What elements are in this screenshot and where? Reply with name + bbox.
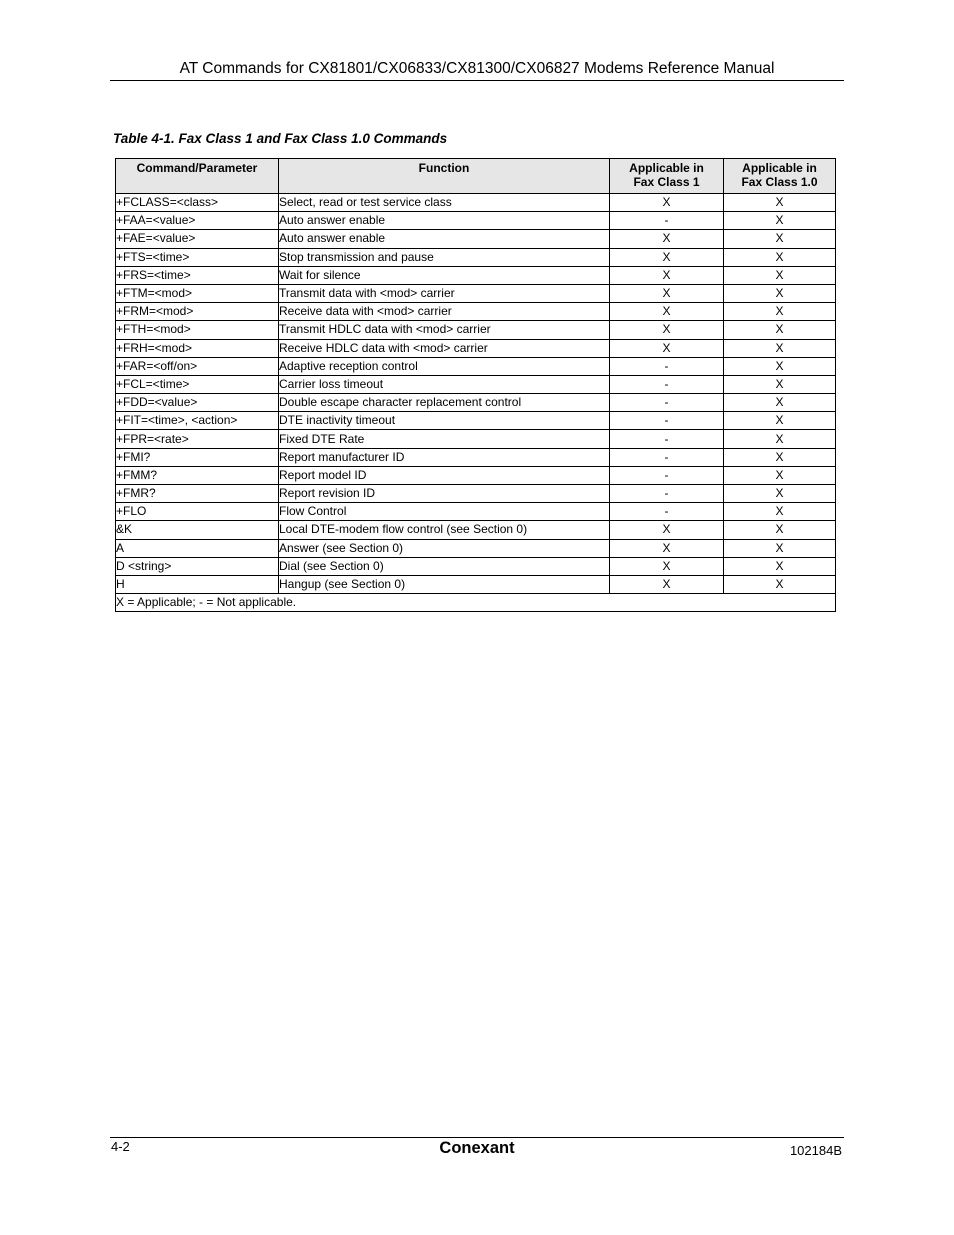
fax-class-1-0-cell: X: [724, 212, 836, 230]
function-cell: Stop transmission and pause: [279, 248, 610, 266]
fax-class-1-0-cell: X: [724, 412, 836, 430]
table-row: [116, 521, 836, 539]
fax-class-1-0-cell: X: [724, 557, 836, 575]
function-cell: Receive HDLC data with <mod> carrier: [279, 339, 610, 357]
company-name: Conexant: [439, 1139, 515, 1157]
table-row: [116, 448, 836, 466]
function-cell: Dial (see Section 0): [279, 557, 610, 575]
function-cell: Transmit data with <mod> carrier: [279, 284, 610, 302]
fax-class-1-0-cell: X: [724, 448, 836, 466]
page-number: 4-2: [111, 1139, 130, 1154]
table-row: [116, 375, 836, 393]
fax-class-1-0-cell: X: [724, 266, 836, 284]
table-row: [116, 212, 836, 230]
table-row: [116, 412, 836, 430]
fax-class-1-0-cell: X: [724, 503, 836, 521]
command-cell: +FMI?: [116, 448, 279, 466]
command-cell: +FLO: [116, 503, 279, 521]
fax-class-1-cell: X: [610, 321, 724, 339]
fax-class-1-0-cell: X: [724, 248, 836, 266]
table-row: [116, 466, 836, 484]
table-row: [116, 230, 836, 248]
table-body: [116, 194, 836, 594]
fax-class-1-cell: X: [610, 557, 724, 575]
fax-class-1-cell: -: [610, 503, 724, 521]
command-cell: +FRH=<mod>: [116, 339, 279, 357]
table-header-row: [116, 159, 836, 194]
function-cell: Transmit HDLC data with <mod> carrier: [279, 321, 610, 339]
table-row: [116, 539, 836, 557]
function-cell: Report model ID: [279, 466, 610, 484]
fax-class-1-cell: -: [610, 357, 724, 375]
function-cell: Double escape character replacement control: [279, 394, 610, 412]
function-cell: Report revision ID: [279, 485, 610, 503]
fax-class-1-0-cell: X: [724, 521, 836, 539]
function-cell: Select, read or test service class: [279, 194, 610, 212]
function-cell: Answer (see Section 0): [279, 539, 610, 557]
function-cell: Hangup (see Section 0): [279, 575, 610, 593]
command-cell: +FRS=<time>: [116, 266, 279, 284]
column-header-fax-class-1-label: Applicable in Fax Class 1: [629, 161, 704, 189]
command-cell: +FCL=<time>: [116, 375, 279, 393]
table-row: [116, 557, 836, 575]
command-cell: +FMR?: [116, 485, 279, 503]
fax-class-1-cell: X: [610, 194, 724, 212]
fax-class-1-cell: X: [610, 521, 724, 539]
function-cell: Flow Control: [279, 503, 610, 521]
fax-class-1-0-cell: X: [724, 375, 836, 393]
command-cell: D <string>: [116, 557, 279, 575]
fax-class-1-cell: X: [610, 539, 724, 557]
table-row: [116, 194, 836, 212]
header-divider: [110, 80, 844, 81]
fax-class-1-0-cell: X: [724, 284, 836, 302]
command-cell: +FCLASS=<class>: [116, 194, 279, 212]
fax-class-1-0-cell: X: [724, 575, 836, 593]
command-cell: +FMM?: [116, 466, 279, 484]
function-cell: Auto answer enable: [279, 212, 610, 230]
fax-commands-table: [115, 158, 836, 612]
command-cell: A: [116, 539, 279, 557]
table-row: [116, 503, 836, 521]
column-header-fax-class-1: [610, 159, 724, 194]
footer-divider: [110, 1137, 844, 1138]
command-cell: +FTM=<mod>: [116, 284, 279, 302]
table-row: [116, 339, 836, 357]
fax-class-1-cell: -: [610, 212, 724, 230]
function-cell: Local DTE-modem flow control (see Section 0): [279, 521, 610, 539]
table-footnote: X = Applicable; - = Not applicable.: [116, 594, 836, 612]
command-cell: +FTH=<mod>: [116, 321, 279, 339]
fax-class-1-cell: X: [610, 284, 724, 302]
table-caption: Table 4-1. Fax Class 1 and Fax Class 1.0 Commands: [113, 131, 448, 146]
command-cell: &K: [116, 521, 279, 539]
fax-class-1-0-cell: X: [724, 357, 836, 375]
function-cell: Fixed DTE Rate: [279, 430, 610, 448]
command-cell: +FIT=<time>, <action>: [116, 412, 279, 430]
command-cell: +FDD=<value>: [116, 394, 279, 412]
fax-class-1-cell: -: [610, 466, 724, 484]
command-cell: +FPR=<rate>: [116, 430, 279, 448]
fax-class-1-0-cell: X: [724, 194, 836, 212]
fax-class-1-0-cell: X: [724, 466, 836, 484]
table-row: [116, 485, 836, 503]
fax-class-1-cell: -: [610, 430, 724, 448]
table-row: [116, 575, 836, 593]
fax-class-1-cell: X: [610, 339, 724, 357]
table-row: [116, 266, 836, 284]
column-header-fax-class-1-0: [724, 159, 836, 194]
fax-class-1-cell: X: [610, 266, 724, 284]
fax-class-1-cell: X: [610, 575, 724, 593]
fax-class-1-0-cell: X: [724, 485, 836, 503]
document-number: 102184B: [789, 1143, 842, 1158]
function-cell: Wait for silence: [279, 266, 610, 284]
fax-class-1-cell: X: [610, 303, 724, 321]
function-cell: Adaptive reception control: [279, 357, 610, 375]
fax-class-1-cell: X: [610, 230, 724, 248]
command-cell: +FTS=<time>: [116, 248, 279, 266]
fax-class-1-0-cell: X: [724, 394, 836, 412]
column-header-fax-class-1-0-label: Applicable in Fax Class 1.0: [741, 161, 818, 189]
fax-class-1-cell: -: [610, 485, 724, 503]
function-cell: Receive data with <mod> carrier: [279, 303, 610, 321]
command-cell: +FAA=<value>: [116, 212, 279, 230]
table-row: [116, 394, 836, 412]
table-row: [116, 357, 836, 375]
command-cell: H: [116, 575, 279, 593]
fax-class-1-cell: -: [610, 412, 724, 430]
fax-class-1-cell: -: [610, 448, 724, 466]
fax-class-1-0-cell: X: [724, 303, 836, 321]
fax-class-1-cell: -: [610, 375, 724, 393]
table-footnote-row: [116, 594, 836, 612]
function-cell: Auto answer enable: [279, 230, 610, 248]
page-header-title: AT Commands for CX81801/CX06833/CX81300/CX06827 Modems Reference Manual: [179, 60, 775, 77]
command-cell: +FAE=<value>: [116, 230, 279, 248]
table-row: [116, 248, 836, 266]
fax-class-1-0-cell: X: [724, 230, 836, 248]
column-header-command: Command/Parameter: [116, 159, 279, 194]
fax-class-1-cell: -: [610, 394, 724, 412]
fax-class-1-0-cell: X: [724, 430, 836, 448]
column-header-function: Function: [279, 159, 610, 194]
fax-class-1-0-cell: X: [724, 339, 836, 357]
table-row: [116, 284, 836, 302]
function-cell: Carrier loss timeout: [279, 375, 610, 393]
table-row: [116, 430, 836, 448]
function-cell: DTE inactivity timeout: [279, 412, 610, 430]
table-row: [116, 303, 836, 321]
command-cell: +FAR=<off/on>: [116, 357, 279, 375]
function-cell: Report manufacturer ID: [279, 448, 610, 466]
fax-class-1-cell: X: [610, 248, 724, 266]
fax-class-1-0-cell: X: [724, 539, 836, 557]
fax-class-1-0-cell: X: [724, 321, 836, 339]
table-row: [116, 321, 836, 339]
command-cell: +FRM=<mod>: [116, 303, 279, 321]
